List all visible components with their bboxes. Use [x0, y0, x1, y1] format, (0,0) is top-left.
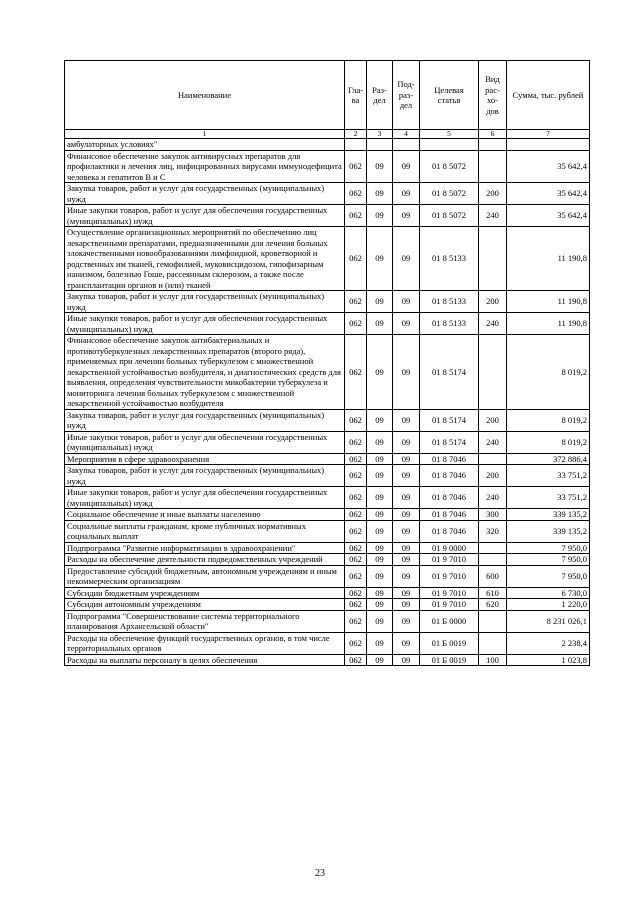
row-amount: 1 023,8: [507, 654, 590, 666]
row-chapter: 062: [345, 654, 367, 666]
header-row: [65, 61, 590, 130]
row-subsection: 09: [393, 150, 420, 183]
row-section: 09: [367, 520, 393, 542]
table-row: [65, 654, 590, 666]
row-name: Закупка товаров, работ и услуг для государственных (муниципальных) нужд: [65, 409, 345, 431]
row-section: 09: [367, 409, 393, 431]
row-section: 09: [367, 227, 393, 291]
row-chapter: 062: [345, 313, 367, 335]
row-section: 09: [367, 542, 393, 554]
row-expense-type: 240: [479, 487, 507, 509]
row-amount: 8 231 026,1: [507, 610, 590, 632]
row-subsection: 09: [393, 654, 420, 666]
row-subsection: 09: [393, 205, 420, 227]
row-subsection: 09: [393, 610, 420, 632]
row-chapter: 062: [345, 554, 367, 566]
row-section: 09: [367, 183, 393, 205]
budget-table: [64, 60, 590, 666]
header-chapter: Гла-ва: [345, 61, 367, 130]
row-chapter: 062: [345, 453, 367, 465]
table-row: [65, 409, 590, 431]
row-section: 09: [367, 599, 393, 611]
row-chapter: 062: [345, 599, 367, 611]
row-amount: 7 950,0: [507, 542, 590, 554]
column-number: 2: [345, 130, 367, 139]
row-chapter: 062: [345, 227, 367, 291]
row-target: 01 Б 0019: [420, 654, 479, 666]
row-amount: 11 190,8: [507, 291, 590, 313]
row-amount: 35 642,4: [507, 183, 590, 205]
header-name: Наименование: [65, 61, 345, 130]
row-subsection: 09: [393, 509, 420, 521]
row-section: 09: [367, 335, 393, 410]
header-amount: Сумма, тыс. рублей: [507, 61, 590, 130]
row-expense-type: 240: [479, 205, 507, 227]
row-target: 01 8 5072: [420, 150, 479, 183]
row-amount: 8 019,2: [507, 431, 590, 453]
column-number: 3: [367, 130, 393, 139]
row-expense-type: [479, 335, 507, 410]
row-name: Иные закупки товаров, работ и услуг для обеспечения государственных (муниципальных) нужд: [65, 487, 345, 509]
row-expense-type: [479, 150, 507, 183]
row-target: 01 8 7046: [420, 487, 479, 509]
row-name: Иные закупки товаров, работ и услуг для обеспечения государственных (муниципальных) нужд: [65, 431, 345, 453]
table-row: [65, 487, 590, 509]
row-name: Мероприятия в сфере здравоохранения: [65, 453, 345, 465]
row-target: 01 8 7046: [420, 520, 479, 542]
header-target: Целевая статья: [420, 61, 479, 130]
row-subsection: 09: [393, 227, 420, 291]
column-number: 5: [420, 130, 479, 139]
row-target: 01 8 5133: [420, 291, 479, 313]
column-number: 1: [65, 130, 345, 139]
row-expense-type: [479, 542, 507, 554]
row-expense-type: [479, 453, 507, 465]
row-name: Социальное обеспечение и иные выплаты населению: [65, 509, 345, 521]
row-target: 01 8 7046: [420, 465, 479, 487]
row-target: 01 8 5174: [420, 409, 479, 431]
row-expense-type: 610: [479, 587, 507, 599]
row-subsection: 09: [393, 291, 420, 313]
table-row: [65, 520, 590, 542]
row-name: Подпрограмма "Совершенствование системы территориального планирования Архангельской области": [65, 610, 345, 632]
row-target: 01 8 5133: [420, 227, 479, 291]
row-name: Иные закупки товаров, работ и услуг для обеспечения государственных (муниципальных) нужд: [65, 313, 345, 335]
row-chapter: 062: [345, 520, 367, 542]
table-row: [65, 565, 590, 587]
row-target: 01 Б 0000: [420, 610, 479, 632]
row-expense-type: 100: [479, 654, 507, 666]
row-chapter: 062: [345, 487, 367, 509]
row-section: 09: [367, 565, 393, 587]
row-target: 01 8 5174: [420, 431, 479, 453]
table-row: [65, 150, 590, 183]
row-section: 09: [367, 150, 393, 183]
row-amount: 35 642,4: [507, 150, 590, 183]
row-section: 09: [367, 554, 393, 566]
row-target: 01 9 7010: [420, 599, 479, 611]
row-expense-type: 300: [479, 509, 507, 521]
row-target: 01 8 7046: [420, 453, 479, 465]
row-expense-type: 600: [479, 565, 507, 587]
table-row: [65, 554, 590, 566]
row-chapter: 062: [345, 587, 367, 599]
table-row: [65, 227, 590, 291]
table-row: [65, 291, 590, 313]
row-subsection: 09: [393, 453, 420, 465]
row-name: Иные закупки товаров, работ и услуг для обеспечения государственных (муниципальных) нужд: [65, 205, 345, 227]
header-expense-type: Вид рас-хо-дов: [479, 61, 507, 130]
row-amount: 33 751,2: [507, 487, 590, 509]
row-name: Предоставление субсидий бюджетным, автономным учреждениям и иным некоммерческим организациям: [65, 565, 345, 587]
row-amount: 35 642,4: [507, 205, 590, 227]
row-expense-type: 620: [479, 599, 507, 611]
column-number-row: [65, 130, 590, 139]
row-chapter: 062: [345, 183, 367, 205]
row-expense-type: 240: [479, 313, 507, 335]
row-section: 09: [367, 205, 393, 227]
row-name: Финансовое обеспечение закупок антибактериальных и противотуберкулезных лекарственных препаратов (второго ряда), применяемых при лечении больных туберкулезом с множественной лекарственной устойчивостью возбудителя, и диагностических средств для выявления, определения чувствительности микобактерии туберкулеза и мониторинга лечения больных туберкулезом с множественной лекарственной устойчивостью возбудителя: [65, 335, 345, 410]
row-amount: 7 950,0: [507, 554, 590, 566]
table-row: [65, 335, 590, 410]
row-name: Субсидии автономным учреждениям: [65, 599, 345, 611]
row-chapter: 062: [345, 431, 367, 453]
table-row: [65, 313, 590, 335]
row-amount: 33 751,2: [507, 465, 590, 487]
row-amount: 11 190,8: [507, 313, 590, 335]
row-subsection: 09: [393, 565, 420, 587]
row-subsection: 09: [393, 409, 420, 431]
row-target: 01 9 7010: [420, 565, 479, 587]
row-amount: 339 135,2: [507, 520, 590, 542]
row-chapter: 062: [345, 409, 367, 431]
row-subsection: 09: [393, 599, 420, 611]
row-expense-type: [479, 632, 507, 654]
row-expense-type: 240: [479, 431, 507, 453]
row-name: Закупка товаров, работ и услуг для государственных (муниципальных) нужд: [65, 183, 345, 205]
table-row: [65, 465, 590, 487]
row-expense-type: 200: [479, 291, 507, 313]
row-amount: 7 950,0: [507, 565, 590, 587]
row-amount: 339 135,2: [507, 509, 590, 521]
row-section: 09: [367, 291, 393, 313]
column-number: 4: [393, 130, 420, 139]
row-expense-type: [479, 554, 507, 566]
row-section: 09: [367, 431, 393, 453]
row-expense-type: 320: [479, 520, 507, 542]
row-target: 01 8 5174: [420, 335, 479, 410]
row-chapter: 062: [345, 632, 367, 654]
row-chapter: 062: [345, 205, 367, 227]
table-row: [65, 509, 590, 521]
row-expense-type: [479, 610, 507, 632]
continued-text: амбулаторных условиях": [65, 139, 345, 151]
row-name: Финансовое обеспечение закупок антивирусных препаратов для профилактики и лечения лиц, инфицированных вирусами иммунодефицита человека и гепатитов В и С: [65, 150, 345, 183]
row-target: 01 8 7046: [420, 509, 479, 521]
column-number: 7: [507, 130, 590, 139]
row-expense-type: 200: [479, 183, 507, 205]
row-amount: 8 019,2: [507, 409, 590, 431]
table-row: [65, 587, 590, 599]
table-row: [65, 610, 590, 632]
row-subsection: 09: [393, 335, 420, 410]
row-name: Расходы на обеспечение деятельности подведомственных учреждений: [65, 554, 345, 566]
row-subsection: 09: [393, 313, 420, 335]
row-target: 01 8 5072: [420, 205, 479, 227]
table-row: [65, 453, 590, 465]
row-chapter: 062: [345, 565, 367, 587]
row-amount: 2 238,4: [507, 632, 590, 654]
row-section: 09: [367, 632, 393, 654]
row-section: 09: [367, 610, 393, 632]
row-target: 01 8 5133: [420, 313, 479, 335]
row-chapter: 062: [345, 509, 367, 521]
continued-row: [65, 139, 590, 151]
row-target: 01 Б 0019: [420, 632, 479, 654]
row-name: Субсидии бюджетным учреждениям: [65, 587, 345, 599]
row-subsection: 09: [393, 554, 420, 566]
row-section: 09: [367, 453, 393, 465]
row-chapter: 062: [345, 610, 367, 632]
table-row: [65, 599, 590, 611]
row-subsection: 09: [393, 542, 420, 554]
row-subsection: 09: [393, 465, 420, 487]
table-row: [65, 431, 590, 453]
row-subsection: 09: [393, 487, 420, 509]
row-target: 01 9 0000: [420, 542, 479, 554]
row-name: Социальные выплаты гражданам, кроме публичных нормативных социальных выплат: [65, 520, 345, 542]
row-section: 09: [367, 509, 393, 521]
row-name: Расходы на выплаты персоналу в целях обеспечения: [65, 654, 345, 666]
row-chapter: 062: [345, 291, 367, 313]
table-row: [65, 632, 590, 654]
row-section: 09: [367, 587, 393, 599]
row-name: Закупка товаров, работ и услуг для государственных (муниципальных) нужд: [65, 291, 345, 313]
row-target: 01 9 7010: [420, 554, 479, 566]
row-section: 09: [367, 487, 393, 509]
row-section: 09: [367, 465, 393, 487]
table-row: [65, 542, 590, 554]
row-target: 01 8 5072: [420, 183, 479, 205]
row-chapter: 062: [345, 542, 367, 554]
row-name: Закупка товаров, работ и услуг для государственных (муниципальных) нужд: [65, 465, 345, 487]
page-number: 23: [315, 868, 325, 879]
row-expense-type: [479, 227, 507, 291]
row-chapter: 062: [345, 335, 367, 410]
row-expense-type: 200: [479, 465, 507, 487]
table-row: [65, 183, 590, 205]
row-chapter: 062: [345, 150, 367, 183]
row-section: 09: [367, 313, 393, 335]
row-amount: 11 190,8: [507, 227, 590, 291]
column-number: 6: [479, 130, 507, 139]
row-amount: 8 019,2: [507, 335, 590, 410]
row-name: Расходы на обеспечение функций государственных органов, в том числе территориальных органов: [65, 632, 345, 654]
row-subsection: 09: [393, 587, 420, 599]
row-amount: 372 886,4: [507, 453, 590, 465]
row-target: 01 9 7010: [420, 587, 479, 599]
header-subsection: Под-раз-дел: [393, 61, 420, 130]
row-subsection: 09: [393, 632, 420, 654]
row-name: Подпрограмма "Развитие информатизации в здравоохранении": [65, 542, 345, 554]
row-section: 09: [367, 654, 393, 666]
table-row: [65, 205, 590, 227]
row-subsection: 09: [393, 520, 420, 542]
row-expense-type: 200: [479, 409, 507, 431]
row-amount: 1 220,0: [507, 599, 590, 611]
row-chapter: 062: [345, 465, 367, 487]
header-section: Раз-дел: [367, 61, 393, 130]
row-amount: 6 730,0: [507, 587, 590, 599]
row-name: Осуществление организационных мероприятий по обеспечению лиц лекарственными препаратами, предназначенными для лечения больных злокачественными новообразованиями лимфоидной, кроветворной и родственных им тканей, гемофилией, муковисцидозом, гипофизарным нанизмом, болезнью Гоше, рассеянным склерозом, а также после трансплантации органов и (или) тканей: [65, 227, 345, 291]
row-subsection: 09: [393, 431, 420, 453]
row-subsection: 09: [393, 183, 420, 205]
